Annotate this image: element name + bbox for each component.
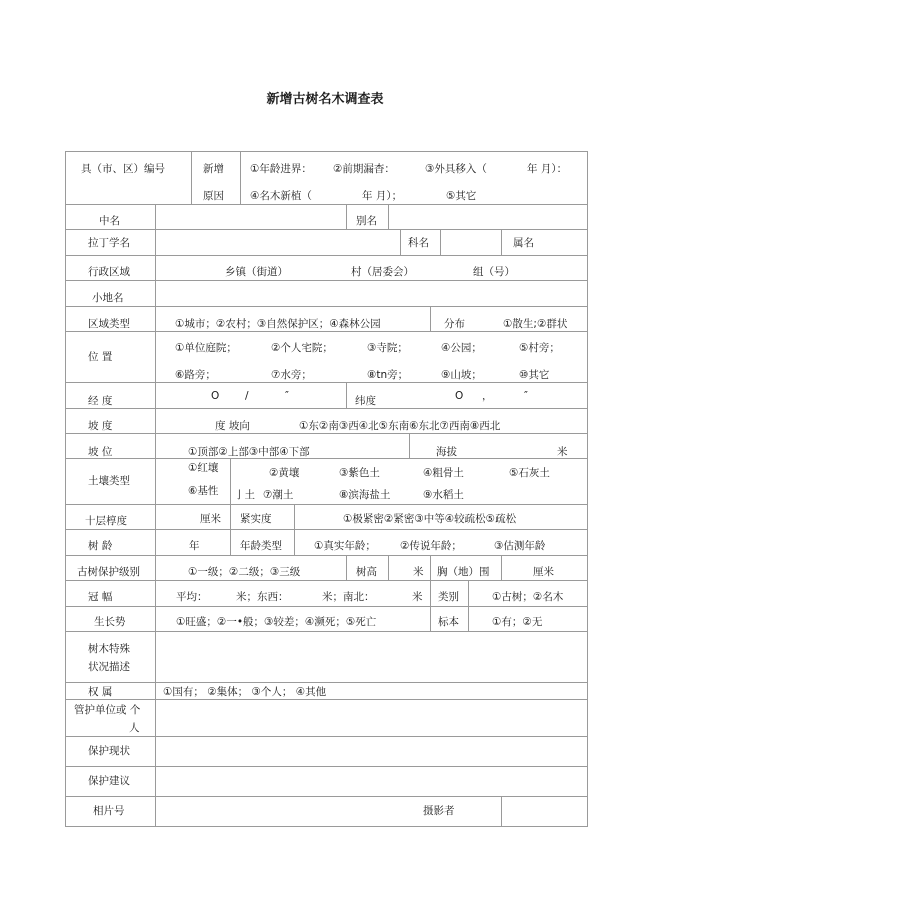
col-divider — [409, 433, 410, 459]
col-divider — [501, 229, 502, 256]
tightness-options[interactable]: ①极紧密②紧密③中等④较疏松⑤疏松 — [343, 513, 517, 525]
col-divider — [501, 555, 502, 581]
photo-number-label: 相片号 — [93, 805, 125, 817]
col-divider — [155, 204, 156, 827]
girth-label: 胸（地）围 — [437, 566, 490, 578]
row-divider — [65, 766, 588, 767]
soil-option[interactable]: ⑨水稻土 — [423, 489, 464, 501]
col-divider — [230, 504, 231, 530]
position-label: 位 置 — [88, 351, 113, 363]
reason-date: 年 月）： — [527, 163, 568, 175]
row-divider — [65, 504, 588, 505]
suggestion-label: 保护建议 — [88, 775, 130, 787]
crown-unit: 米 — [412, 591, 423, 603]
row-divider — [65, 826, 588, 827]
row-divider — [65, 229, 588, 230]
longitude-degree-mark: O — [211, 390, 220, 402]
position-option[interactable]: ④公园； — [441, 342, 482, 354]
row-divider — [65, 331, 588, 332]
row-divider — [65, 529, 588, 530]
reason-option[interactable]: ②前期漏杳： — [333, 163, 395, 175]
col-divider — [430, 306, 431, 332]
col-divider — [400, 229, 401, 256]
row-divider — [65, 306, 588, 307]
ownership-label: 权 属 — [88, 686, 113, 698]
col-divider — [230, 529, 231, 556]
tree-age-unit: 年 — [189, 540, 200, 552]
latitude-degree-mark: O — [455, 390, 464, 402]
position-option[interactable]: ⑩其它 — [519, 369, 550, 381]
row-divider — [65, 682, 588, 683]
col-divider — [430, 580, 431, 607]
features-label: 树木特殊 — [88, 643, 130, 655]
age-type-option[interactable]: ①真实年龄； — [314, 540, 376, 552]
row-divider — [65, 796, 588, 797]
soil-option[interactable]: ③紫色土 — [339, 467, 380, 479]
col-divider — [430, 555, 431, 581]
col-divider — [430, 606, 431, 632]
crown-south-north: 米；南北： — [322, 591, 375, 603]
soil-depth-label: 十层椁度 — [85, 515, 127, 527]
soil-option[interactable]: ⑥基性 — [188, 485, 219, 497]
col-divider — [346, 555, 347, 581]
slope-label: 坡 度 — [88, 420, 113, 432]
position-option[interactable]: ③寺院； — [367, 342, 408, 354]
new-reason-label: 新增 — [203, 163, 224, 175]
table-border — [65, 151, 66, 827]
row-divider — [65, 433, 588, 434]
row-divider — [65, 408, 588, 409]
alias-label: 别名 — [356, 215, 377, 227]
genus-label: 属名 — [513, 237, 534, 249]
girth-unit: 厘米 — [533, 566, 554, 578]
soil-option[interactable]: ⑦潮土 — [263, 489, 294, 501]
status-label: 保护现状 — [88, 745, 130, 757]
soil-option[interactable]: ①红壤 — [188, 462, 219, 474]
photographer-label: 摄影者 — [423, 805, 455, 817]
reason-option[interactable]: ①年龄进界： — [250, 163, 312, 175]
family-label: 科名 — [408, 237, 429, 249]
crown-label: 冠 幅 — [88, 591, 113, 603]
growth-options[interactable]: ①旺盛；②一•般；③较差；④濒死；⑤死亡 — [176, 616, 377, 628]
reason-option[interactable]: ④名木新植（ — [250, 190, 312, 202]
features-label: 状况描述 — [88, 661, 130, 673]
tree-height-unit: 米 — [413, 566, 424, 578]
place-name-label: 小地名 — [92, 292, 124, 304]
category-label: 类别 — [438, 591, 459, 603]
col-divider — [191, 151, 192, 205]
col-divider — [346, 382, 347, 409]
protect-level-options[interactable]: ①一级；②二级；③三级 — [188, 566, 301, 578]
position-option[interactable]: ⑨山坡； — [441, 369, 482, 381]
latin-name-label: 拉丁学名 — [88, 237, 130, 249]
crown-average: 平均： — [176, 591, 208, 603]
manager-label: 人 — [129, 722, 140, 734]
crown-east-west: 米；东西： — [236, 591, 289, 603]
position-option[interactable]: ⑦水旁； — [271, 369, 312, 381]
position-option[interactable]: ①单位庭院； — [175, 342, 237, 354]
aspect-options[interactable]: ①东②南③西④北⑤东南⑥东北⑦西南⑧西北 — [299, 420, 501, 432]
reason-date: 年 月）； — [362, 190, 403, 202]
manager-label: 管护单位或 个 — [74, 704, 141, 716]
distribution-label: 分布 — [444, 318, 465, 330]
soil-type-label: 土壤类型 — [88, 475, 130, 487]
category-options[interactable]: ①古树；②名木 — [492, 591, 564, 603]
specimen-options[interactable]: ①有；②无 — [492, 616, 543, 628]
row-divider — [65, 736, 588, 737]
col-divider — [294, 504, 295, 530]
longitude-minute-mark: / — [245, 390, 249, 402]
distribution-options[interactable]: ①散生;②群状 — [503, 318, 568, 330]
tightness-label: 紧实度 — [240, 513, 272, 525]
longitude-label: 经 度 — [88, 395, 113, 407]
altitude-unit: 米 — [557, 446, 568, 458]
tree-age-label: 树 龄 — [88, 540, 113, 552]
latitude-minute-mark: ， — [482, 390, 493, 402]
new-reason-label: 原因 — [203, 190, 224, 202]
tree-height-label: 树高 — [356, 566, 377, 578]
longitude-second-mark: ″ — [285, 390, 289, 402]
chinese-name-label: 中名 — [99, 215, 120, 227]
age-type-option[interactable]: ②传说年龄； — [400, 540, 462, 552]
col-divider — [388, 555, 389, 581]
age-type-option[interactable]: ③估测年龄 — [494, 540, 546, 552]
group-label: 组（号） — [473, 266, 515, 278]
col-divider — [230, 458, 231, 505]
row-divider — [65, 204, 588, 205]
growth-label: 生长势 — [94, 616, 126, 628]
slope-unit: 度 坡向 — [215, 420, 250, 432]
page-title: 新增古树名木调查表 — [266, 92, 384, 107]
soil-option[interactable]: ⑤石灰土 — [509, 467, 550, 479]
col-divider — [440, 229, 441, 256]
ownership-options[interactable]: ①国有； ②集体； ③个人； ④其他 — [163, 686, 327, 698]
area-type-options[interactable]: ①城市；②农村；③自然保护区；④森林公园 — [175, 318, 381, 330]
latitude-label: 纬度 — [355, 395, 376, 407]
reason-option[interactable]: ⑤其它 — [446, 190, 477, 202]
slope-position-options[interactable]: ①顶部②上部③中部④下部 — [188, 446, 310, 458]
col-divider — [468, 606, 469, 632]
col-divider — [346, 204, 347, 230]
slope-position-label: 坡 位 — [88, 446, 113, 458]
protect-level-label: 古树保护级别 — [77, 566, 140, 578]
position-option[interactable]: ⑥路旁； — [175, 369, 216, 381]
row-divider — [65, 458, 588, 459]
altitude-label: 海拔 — [436, 446, 457, 458]
col-divider — [501, 796, 502, 827]
specimen-label: 标本 — [438, 616, 459, 628]
soil-option[interactable]: ④粗骨土 — [423, 467, 464, 479]
village-label: 村（居委会） — [351, 266, 414, 278]
row-divider — [65, 580, 588, 581]
age-type-label: 年龄类型 — [240, 540, 282, 552]
row-divider — [65, 606, 588, 607]
table-border — [587, 151, 588, 827]
col-divider — [468, 580, 469, 607]
row-divider — [65, 255, 588, 256]
soil-option[interactable]: ②黄壤 — [269, 467, 300, 479]
admin-area-label: 行政区域 — [88, 266, 130, 278]
position-option[interactable]: ⑧tn旁； — [367, 369, 409, 381]
row-divider — [65, 151, 588, 152]
position-option[interactable]: ②个人宅院； — [271, 342, 333, 354]
soil-option: 亅土 — [234, 489, 255, 501]
col-divider — [294, 529, 295, 556]
row-divider — [65, 555, 588, 556]
reason-option[interactable]: ③外具移入（ — [425, 163, 487, 175]
row-divider — [65, 280, 588, 281]
row-divider — [65, 699, 588, 700]
soil-option[interactable]: ⑧滨海盐土 — [339, 489, 391, 501]
latitude-second-mark: ″ — [524, 390, 528, 402]
soil-depth-unit: 厘米 — [200, 513, 221, 525]
county-code-label: 具（市、区）编号 — [81, 163, 165, 175]
col-divider — [388, 204, 389, 230]
row-divider — [65, 631, 588, 632]
township-label: 乡镇（街道） — [225, 266, 288, 278]
position-option[interactable]: ⑤村旁； — [519, 342, 560, 354]
row-divider — [65, 382, 588, 383]
area-type-label: 区域类型 — [88, 318, 130, 330]
col-divider — [240, 151, 241, 205]
